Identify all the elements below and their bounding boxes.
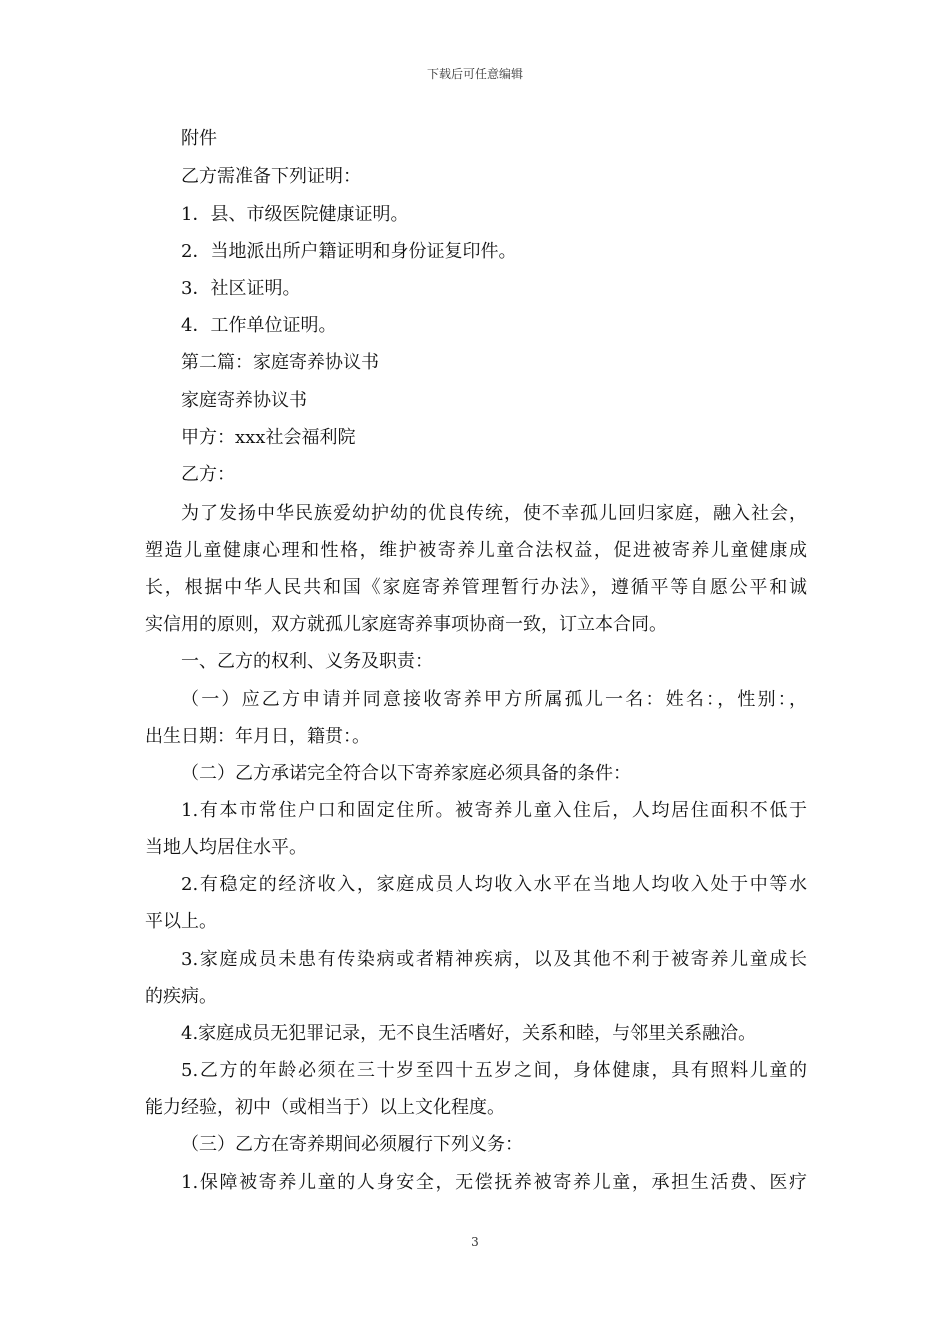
text-line: 塑造儿童健康心理和性格，维护被寄养儿童合法权益，促进被寄养儿童健康成 xyxy=(145,540,807,561)
text-line: 出生日期：年月日，籍贯：。 xyxy=(145,726,370,747)
party-a: 甲方：xxx社会福利院 xyxy=(181,427,356,448)
clause-heading: （三）乙方在寄养期间必须履行下列义务： xyxy=(181,1134,523,1155)
section-title: 第二篇：家庭寄养协议书 xyxy=(181,352,379,373)
document-title: 家庭寄养协议书 xyxy=(181,390,307,411)
text-line: 实信用的原则，双方就孤儿家庭寄养事项协商一致，订立本合同。 xyxy=(145,614,667,635)
party-b: 乙方： xyxy=(181,464,235,485)
text-line: （一）应乙方申请并同意接收寄养甲方所属孤儿一名：姓名：，性别：， xyxy=(181,689,807,710)
text-line: 5.乙方的年龄必须在三十岁至四十五岁之间，身体健康，具有照料儿童的 xyxy=(181,1060,807,1081)
text-line: 平以上。 xyxy=(145,911,217,932)
text-line: 2．当地派出所户籍证明和身份证复印件。 xyxy=(181,241,517,262)
page-header-note: 下载后可任意编辑 xyxy=(426,67,523,81)
text-line: 1.有本市常住户口和固定住所。被寄养儿童入住后，人均居住面积不低于 xyxy=(181,800,807,821)
text-line: 3.家庭成员未患有传染病或者精神疾病，以及其他不利于被寄养儿童成长 xyxy=(181,949,807,970)
page-number: 3 xyxy=(471,1235,479,1249)
text-line: 当地人均居住水平。 xyxy=(145,837,307,858)
article-heading: 一、乙方的权利、义务及职责： xyxy=(181,651,433,672)
text-line: 长，根据中华人民共和国《家庭寄养管理暂行办法》，遵循平等自愿公平和诚 xyxy=(145,577,807,598)
clause-heading: （二）乙方承诺完全符合以下寄养家庭必须具备的条件： xyxy=(181,763,631,784)
text-line: 乙方需准备下列证明： xyxy=(181,166,361,187)
text-line: 能力经验，初中（或相当于）以上文化程度。 xyxy=(145,1097,505,1118)
text-line: 附件 xyxy=(181,128,217,149)
text-line: 2.有稳定的经济收入，家庭成员人均收入水平在当地人均收入处于中等水 xyxy=(181,874,807,895)
text-line: 3．社区证明。 xyxy=(181,278,301,299)
text-line: 1.保障被寄养儿童的人身安全，无偿抚养被寄养儿童，承担生活费、医疗 xyxy=(181,1172,807,1193)
text-line: 为了发扬中华民族爱幼护幼的优良传统，使不幸孤儿回归家庭，融入社会， xyxy=(181,503,807,524)
text-line: 4．工作单位证明。 xyxy=(181,315,337,336)
text-line: 1．县、市级医院健康证明。 xyxy=(181,204,409,225)
text-line: 4.家庭成员无犯罪记录，无不良生活嗜好，关系和睦，与邻里关系融洽。 xyxy=(181,1023,757,1044)
text-line: 的疾病。 xyxy=(145,986,217,1007)
